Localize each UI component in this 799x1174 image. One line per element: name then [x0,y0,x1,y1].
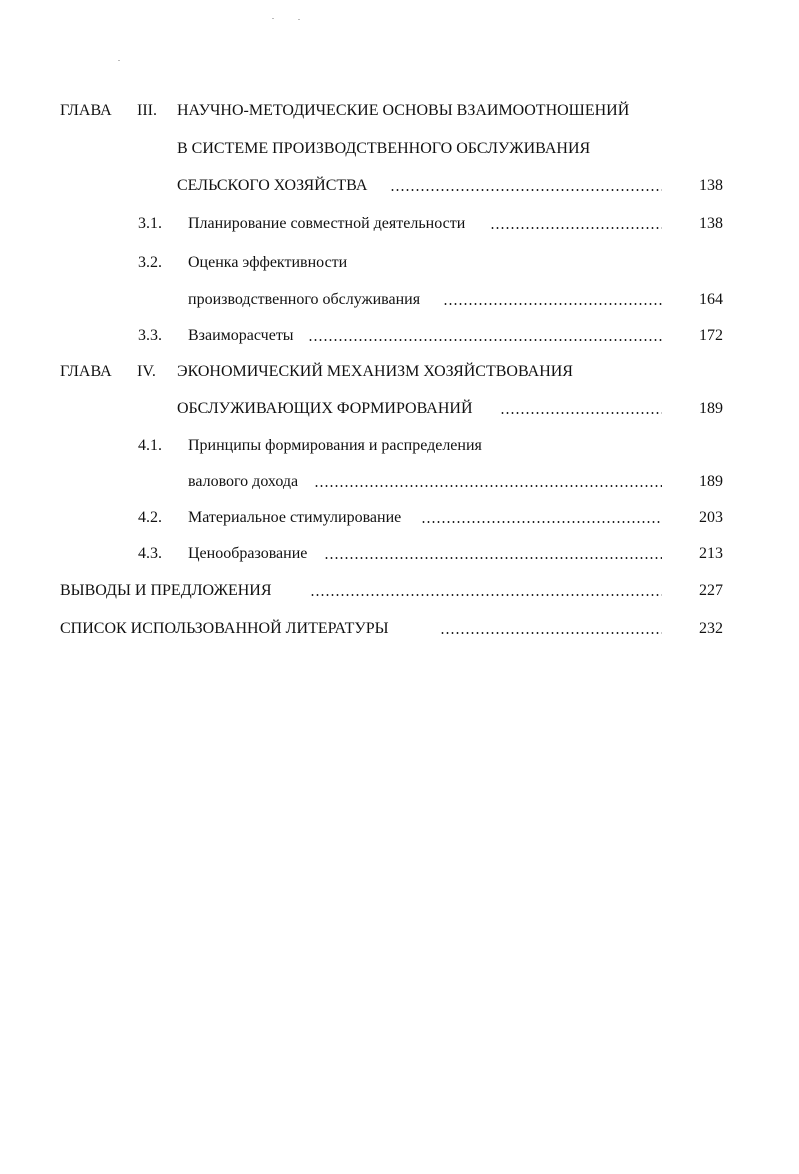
toc-line [0,361,799,383]
section-title: Ценообразование [188,545,308,562]
section-title: Оценка эффективности [188,254,348,271]
page-number: 138 [699,177,723,194]
scan-speck [272,18,274,19]
section-number: 3.2. [138,254,162,271]
section-title: Взаиморасчеты [188,327,294,344]
chapter-title-line: ОБСЛУЖИВАЮЩИХ ФОРМИРОВАНИЙ [177,400,473,417]
section-number: 4.2. [138,509,162,526]
chapter-title-line: ЭКОНОМИЧЕСКИЙ МЕХАНИЗМ ХОЗЯЙСТВОВАНИЯ [177,363,573,380]
section-number: 3.1. [138,215,162,232]
toc-section-3-1 [0,213,799,235]
section-title: производственного обслуживания [188,291,421,308]
chapter-number: IV. [137,363,156,380]
section-number: 4.1. [138,437,162,454]
toc-line [0,100,799,122]
page-number: 138 [699,215,723,232]
toc-line [0,138,799,160]
dot-leader [314,485,662,487]
section-number: 3.3. [138,327,162,344]
entry-title: СПИСОК ИСПОЛЬЗОВАННОЙ ЛИТЕРАТУРЫ [60,620,389,637]
toc-line [0,252,799,274]
section-title: Материальное стимулирование [188,509,402,526]
toc-section-4-3 [0,543,799,565]
dot-leader [310,594,662,596]
section-number: 4.3. [138,545,162,562]
scan-speck [298,19,300,20]
chapter-label: ГЛАВА [60,102,112,119]
chapter-number: III. [137,102,157,119]
scan-speck [118,60,120,61]
page-number: 227 [699,582,723,599]
entry-title: ВЫВОДЫ И ПРЕДЛОЖЕНИЯ [60,582,272,599]
toc-line [0,471,799,493]
chapter-title-line: СЕЛЬСКОГО ХОЗЯЙСТВА [177,177,368,194]
section-title: валового дохода [188,473,299,490]
page-number: 189 [699,400,723,417]
page-number: 203 [699,509,723,526]
dot-leader [390,189,662,191]
page-number: 189 [699,473,723,490]
toc-line [0,175,799,197]
dot-leader [500,412,662,414]
toc-line [0,398,799,420]
page-number: 164 [699,291,723,308]
dot-leader [443,303,662,305]
dot-leader [308,339,662,341]
dot-leader [324,557,662,559]
chapter-title-line: В СИСТЕМЕ ПРОИЗВОДСТВЕННОГО ОБСЛУЖИВАНИЯ [177,140,591,157]
section-title: Планирование совместной деятельности [188,215,466,232]
section-title: Принципы формирования и распределения [188,437,482,454]
dot-leader [440,632,662,634]
toc-conclusions [0,580,799,602]
toc-section-3-3 [0,325,799,347]
chapter-title-line: НАУЧНО-МЕТОДИЧЕСКИЕ ОСНОВЫ ВЗАИМООТНОШЕНИЙ [177,102,630,119]
page-number: 213 [699,545,723,562]
chapter-label: ГЛАВА [60,363,112,380]
page-number: 172 [699,327,723,344]
toc-references [0,618,799,640]
toc-line [0,435,799,457]
page-number: 232 [699,620,723,637]
dot-leader [421,521,662,523]
toc-line [0,289,799,311]
toc-section-4-2 [0,507,799,529]
dot-leader [490,227,662,229]
